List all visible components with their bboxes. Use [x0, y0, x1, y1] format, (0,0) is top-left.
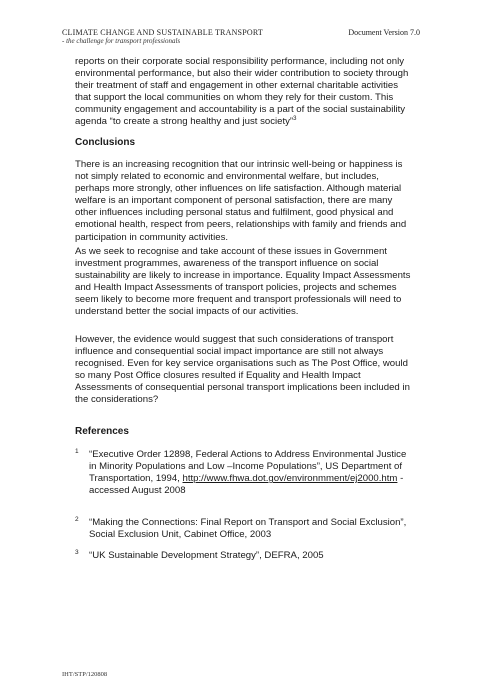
reference-citation: “Making the Connections: Final Report on Transport and Social Exclusion”, Social Exclusion Unit, Cabinet Office, 2003 — [89, 517, 407, 541]
conclusions-paragraph-3: However, the evidence would suggest that such considerations of transport influence and consequential social impact importance are still not always recognised. Even for key service organisations such as The Post Office, would so many Post Office closures resulted if Equality and Health Impact Assessments of consequential personal transport implications been included in the considerations? — [75, 334, 410, 406]
footer-document-code: IHT/STP/120808 — [62, 671, 108, 678]
reference-citation: “Executive Order 12898, Federal Actions to Address Environmental Justice in Minority Populations and Low –Income Populations”, US Department of Transportation, 1994, — [89, 449, 407, 485]
reference-text — [89, 449, 415, 497]
reference-item — [75, 449, 415, 497]
conclusions-paragraph-2: As we seek to recognise and take account of these issues in Government investment programmes, awareness of the transport influence on social sustainability are likely to increase in importance. Equality Impact Assessments and Health Impact Assessments of transport policies, projects and schemes seem likely to become more frequent and transport professionals will need to understand better the social impacts of our activities. — [75, 246, 411, 318]
reference-accessed: - accessed August 2008 — [89, 473, 404, 497]
reference-number: 2 — [75, 516, 79, 523]
intro-text: reports on their corporate social responsibility performance, including not only environmental performance, but also their wider contribution to society through their treatment of staff and engagement in other external charitable activities that support the local communities on whom they rely for their custom. This community engagement and accountability is a part of the social sustainability agenda “to create a strong healthy and just society” — [75, 56, 409, 128]
header-title: CLIMATE CHANGE AND SUSTAINABLE TRANSPORT — [62, 28, 263, 37]
document-version: Document Version 7.0 — [348, 28, 420, 37]
references-heading: References — [75, 426, 129, 437]
reference-number: 3 — [75, 549, 79, 556]
reference-item — [75, 550, 415, 562]
reference-item — [75, 517, 415, 541]
reference-citation: “UK Sustainable Development Strategy”, DEFRA, 2005 — [89, 550, 324, 561]
header-subtitle: - the challenge for transport professionals — [62, 37, 181, 45]
conclusions-heading: Conclusions — [75, 137, 136, 148]
footnote-mark: 3 — [293, 116, 297, 123]
reference-link[interactable]: http://www.fhwa.dot.gov/environmment/ej2000.htm — [182, 473, 398, 485]
intro-paragraph — [75, 56, 415, 129]
reference-number: 1 — [75, 448, 79, 455]
conclusions-paragraph-1: There is an increasing recognition that our intrinsic well-being or happiness is not simply related to economic and environmental welfare, but includes, perhaps more strongly, other influences on life satisfaction. Although material welfare is an important component of personal satisfaction, there are many other influences including personal status and fulfilment, good physical and emotional health, respect from peers, relationships with family and friends and participation in community activities. — [75, 159, 407, 243]
